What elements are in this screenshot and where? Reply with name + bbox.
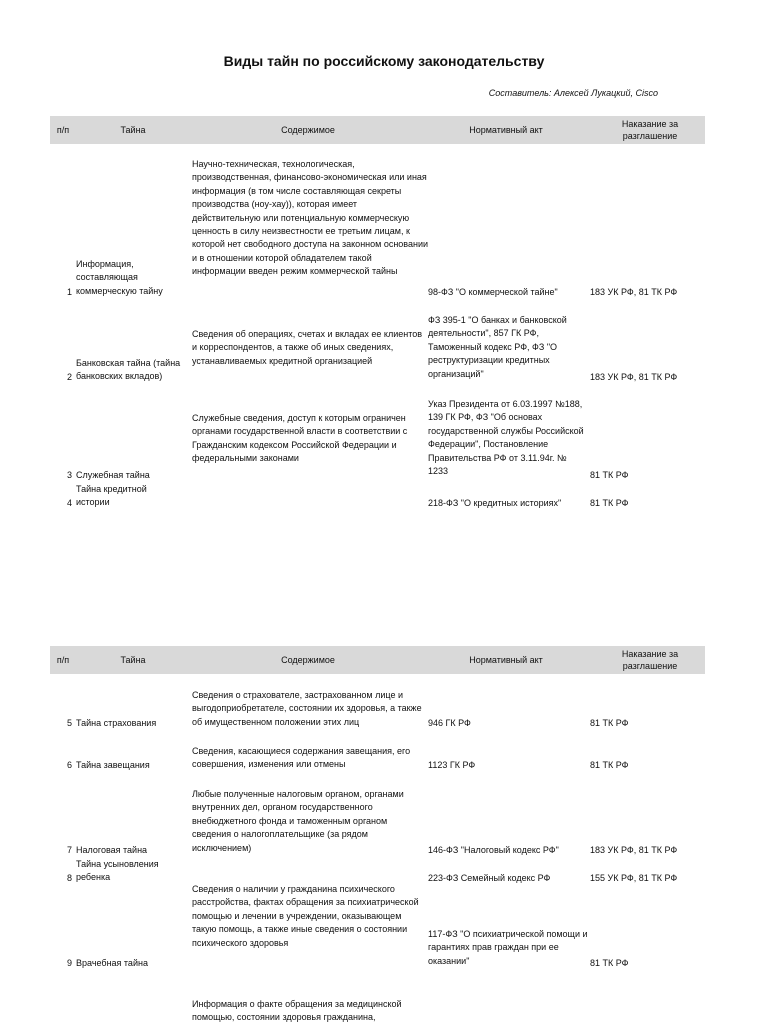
row-num: 4 [66,498,72,508]
row-content: Сведения, касающиеся содержания завещания, его совершения, изменения или отмены [192,746,411,770]
header-secret: Тайна [120,125,146,135]
row-act: 117-ФЗ "О психиатрической помощи и гарантиях прав граждан при ее оказании" [428,929,588,966]
row-penalty: 183 УК РФ, 81 ТК РФ [590,287,678,297]
row-num: 5 [66,718,72,728]
row-secret: Налоговая тайна [76,845,148,855]
header-secret: Тайна [120,655,146,665]
row-act: 98-ФЗ "О коммерческой тайне" [428,287,558,297]
row-num: 1 [66,287,72,297]
row-content: Сведения о страхователе, застрахованном лице и выгодоприобретателе, состоянии их здоровья, а также об имущественном положении этих лиц [192,690,422,727]
table-header [50,116,705,144]
header-np: п/п [56,655,70,665]
header-content: Содержимое [281,655,335,665]
row-num: 3 [66,470,72,480]
row-content: Информация о факте обращения за медицинской помощью, состоянии здоровья гражданина, [192,999,402,1023]
row-penalty: 81 ТК РФ [590,958,629,968]
row-act: Указ Президента от 6.03.1997 №188, 139 ГК РФ, ФЗ "Об основах государственной службы Российской Федерации", Постановление Правительства РФ от 3.11.94г. № 1233 [428,399,584,477]
row-secret: Банковская тайна (тайна банковских вкладов) [76,358,181,382]
author-line: Составитель: Алексей Лукацкий, Cisco [488,88,658,98]
row-penalty: 81 ТК РФ [590,760,629,770]
row-secret: Тайна усыновления ребенка [76,859,159,883]
row-act: 218-ФЗ "О кредитных историях" [428,498,562,508]
header-act: Нормативный акт [469,125,543,135]
row-num: 7 [66,845,72,855]
row-content: Служебные сведения, доступ к которым ограничен органами государственной власти в соответствии с Гражданским кодексом Российской Федерации и федеральными законами [192,413,408,464]
row-penalty: 183 УК РФ, 81 ТК РФ [590,372,678,382]
row-act: 223-ФЗ Семейный кодекс РФ [428,873,551,883]
row-act: 146-ФЗ "Налоговый кодекс РФ" [428,845,559,855]
row-num: 8 [66,873,72,883]
header-np: п/п [56,125,70,135]
row-content: Сведения о наличии у гражданина психического расстройства, фактах обращения за психиатрической помощью и лечении в учреждении, оказывающем такую помощь, а также иные сведения о состоянии психического здоровья [192,884,419,948]
row-secret: Тайна кредитной истории [76,484,147,508]
row-penalty: 155 УК РФ, 81 ТК РФ [590,873,678,883]
header-act: Нормативный акт [469,655,543,665]
row-penalty: 183 УК РФ, 81 ТК РФ [590,845,678,855]
row-content: Любые полученные налоговым органом, органами внутренних дел, органом государственного внебюджетного фонда и таможенным органом сведения о налогоплательщике (за рядом исключением) [192,789,404,853]
row-secret: Врачебная тайна [76,958,148,968]
row-secret: Тайна завещания [76,760,150,770]
row-num: 9 [66,958,72,968]
header-penalty: Наказание за разглашение [621,119,679,141]
row-act: ФЗ 395-1 "О банках и банковской деятельности", 857 ГК РФ, Таможенный кодекс РФ, ФЗ "О реструктуризации кредитных организаций" [428,315,567,379]
page-title: Виды тайн по российскому законодательству [223,53,545,69]
row-secret: Информация, составляющая коммерческую тайну [76,259,163,296]
table-header [50,646,705,674]
row-content: Сведения об операциях, счетах и вкладах ее клиентов и корреспондентов, а также об иных сведениях, устанавливаемых кредитной организацией [192,329,423,366]
row-secret: Служебная тайна [76,470,150,480]
row-penalty: 81 ТК РФ [590,718,629,728]
header-penalty: Наказание за разглашение [621,649,679,671]
row-num: 2 [66,372,72,382]
row-content: Научно-техническая, технологическая, производственная, финансово-экономическая или иная информация (в том числе составляющая секреты производства (ноу-хау)), которая имеет действительную или потенциальную коммерческую ценность в силу неизвестности ее третьим лицам, к которой нет свободного доступа на законном основании и в отношении которой обладателем такой информации введен режим коммерческой тайны [192,159,429,277]
header-content: Содержимое [281,125,335,135]
row-penalty: 81 ТК РФ [590,470,629,480]
row-secret: Тайна страхования [76,718,157,728]
row-num: 6 [66,760,72,770]
row-act: 1123 ГК РФ [428,760,476,770]
row-act: 946 ГК РФ [428,718,471,728]
row-penalty: 81 ТК РФ [590,498,629,508]
